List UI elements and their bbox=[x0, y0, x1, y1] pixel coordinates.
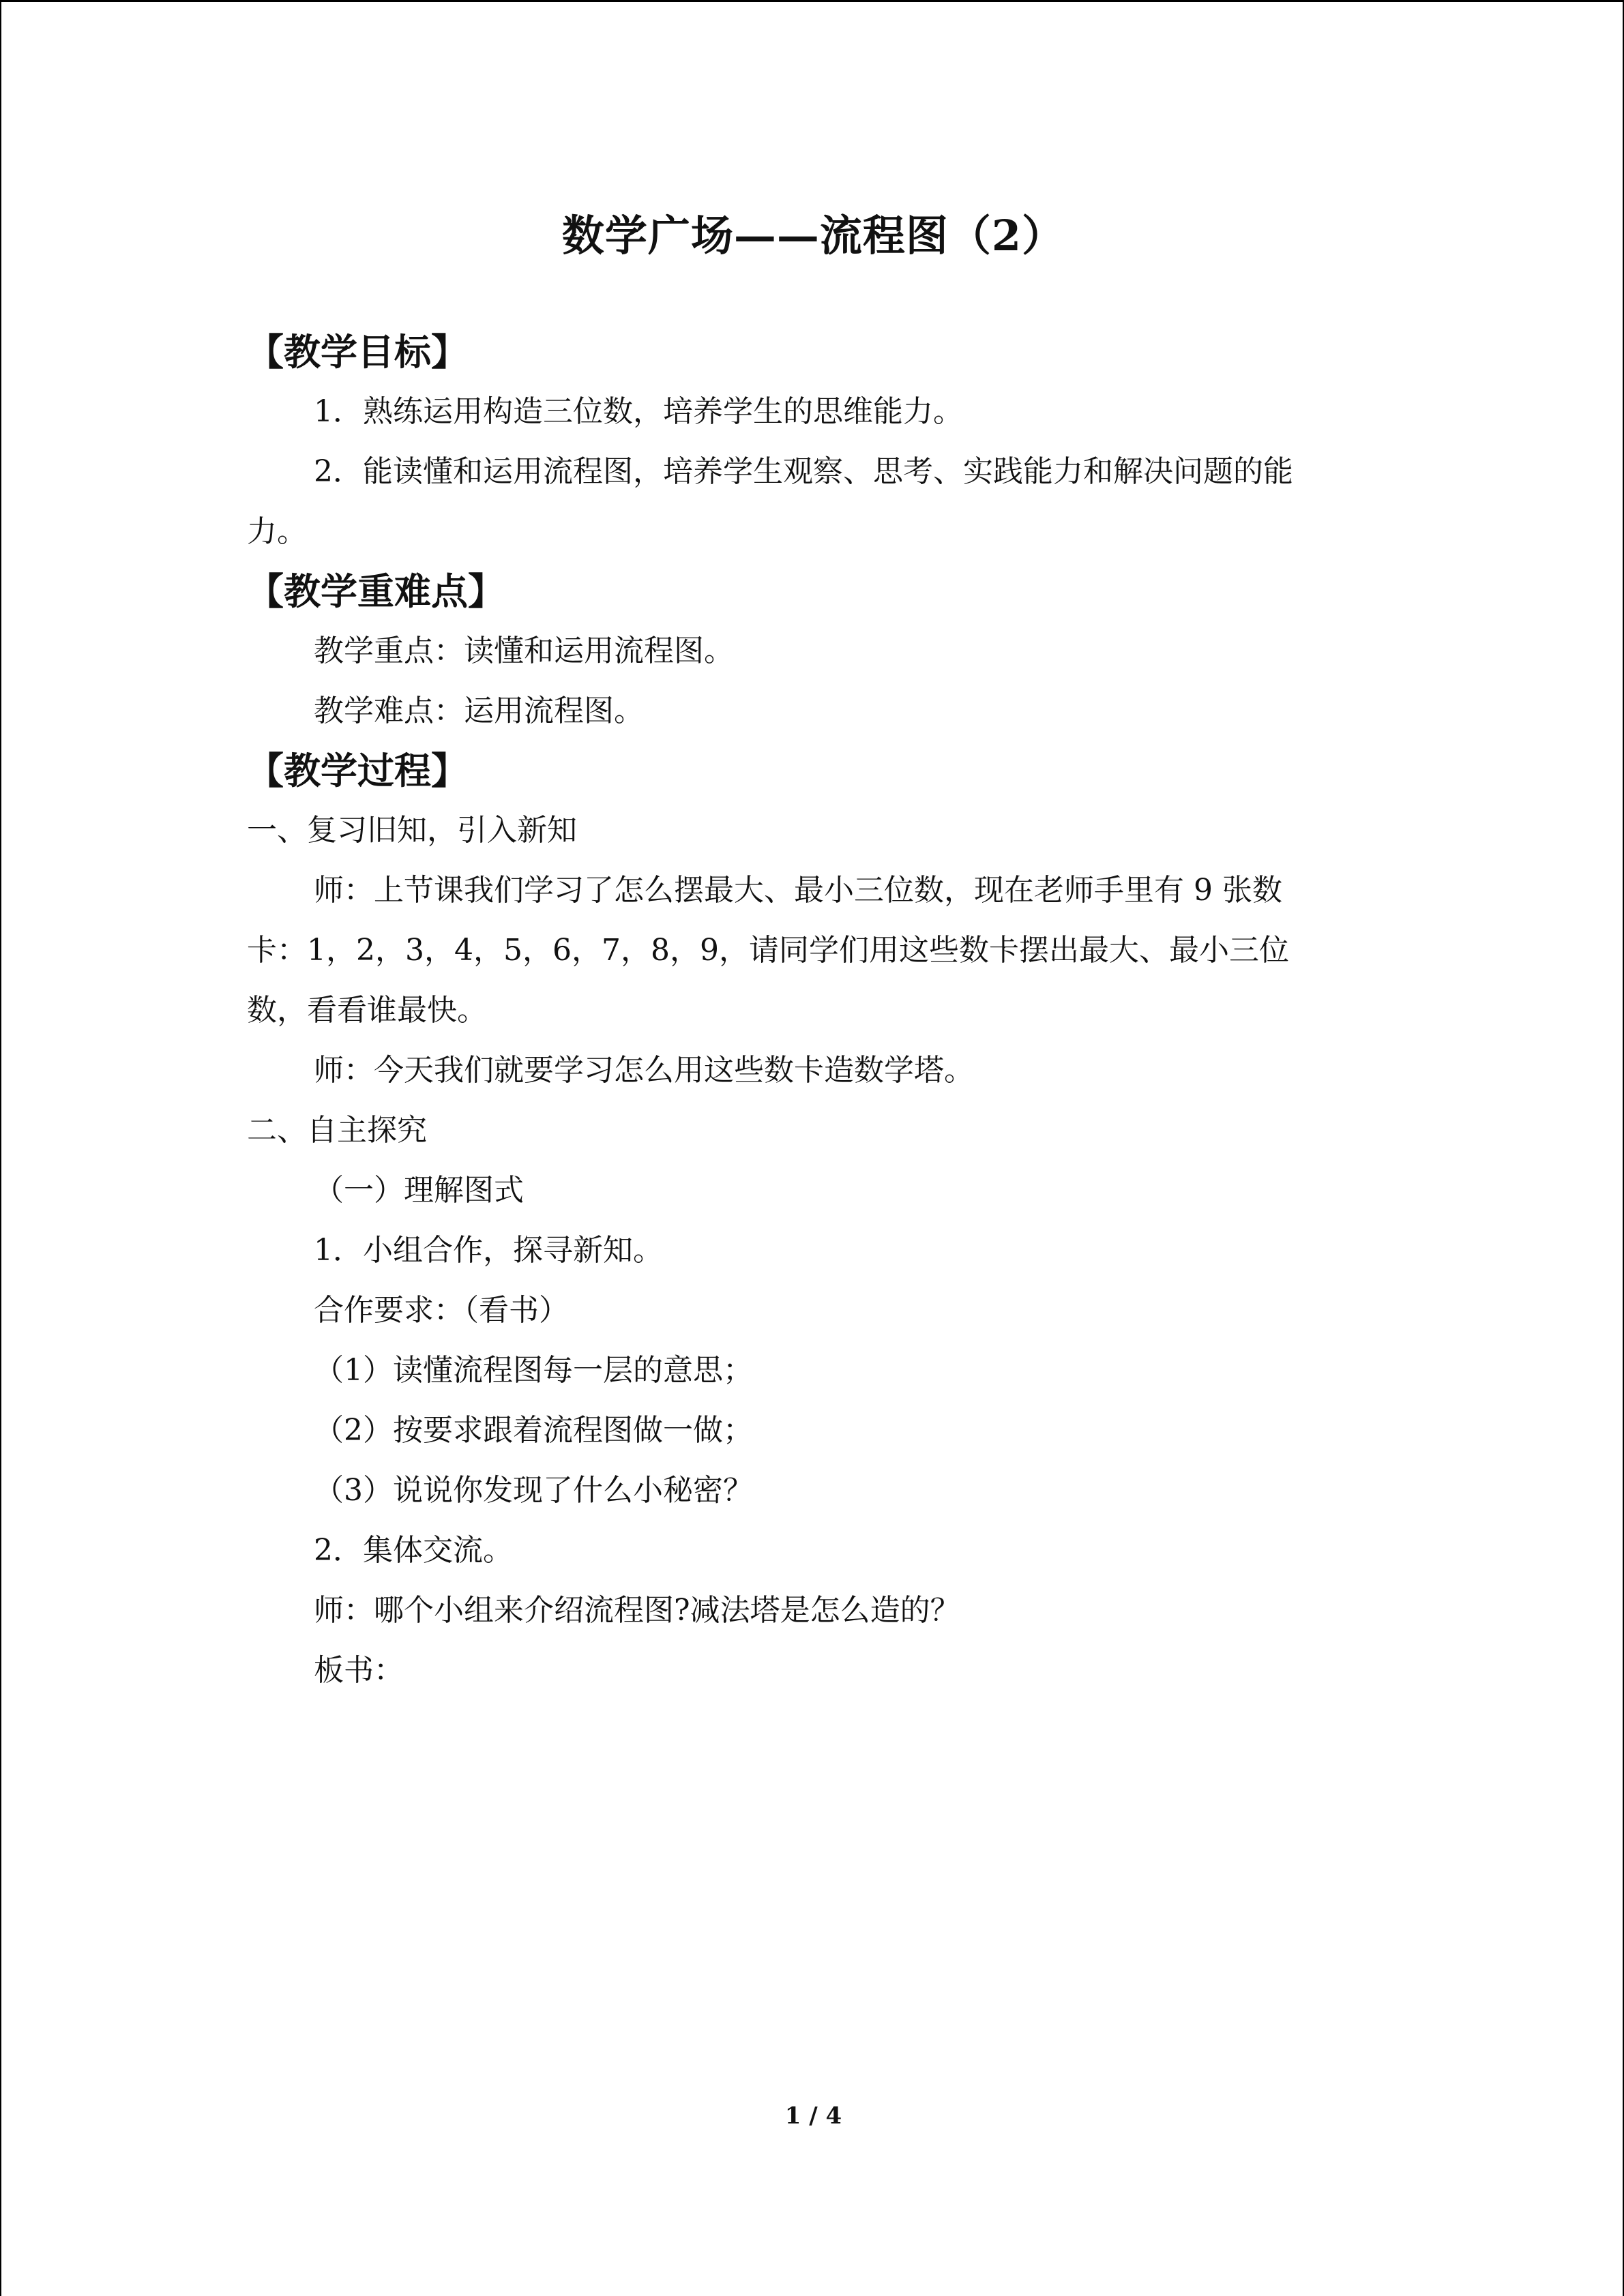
process-part1-line-3: 数，看看谁最快。 bbox=[247, 993, 487, 1028]
process-part1-line-2: 卡：1，2，3，4，5，6，7，8，9，请同学们用这些数卡摆出最大、最小三位 bbox=[247, 933, 1289, 968]
process-part1-title: 一、复习旧知，引入新知 bbox=[247, 813, 577, 848]
teaching-focus: 教学重点：读懂和运用流程图。 bbox=[314, 633, 734, 668]
requirement-item-1: （1）读懂流程图每一层的意思； bbox=[314, 1353, 753, 1388]
process-part1-line-1: 师：上节课我们学习了怎么摆最大、最小三位数，现在老师手里有 9 张数 bbox=[314, 873, 1282, 908]
teacher-question: 师：哪个小组来介绍流程图?减法塔是怎么造的？ bbox=[314, 1593, 960, 1628]
page-number: 1 / 4 bbox=[784, 2102, 842, 2130]
process-part1-teacher-2: 师：今天我们就要学习怎么用这些数卡造数学塔。 bbox=[314, 1053, 974, 1088]
board-writing-label: 板书： bbox=[314, 1653, 404, 1688]
document-title: 数学广场——流程图（2） bbox=[561, 211, 1065, 260]
process-step-1: 1．小组合作，探寻新知。 bbox=[314, 1233, 663, 1268]
teaching-difficulty: 教学难点：运用流程图。 bbox=[314, 694, 644, 728]
section-heading-process: 【教学过程】 bbox=[247, 749, 468, 792]
process-step-2: 2．集体交流。 bbox=[314, 1533, 513, 1568]
process-requirement: 合作要求：（看书） bbox=[314, 1293, 569, 1328]
objective-item-1: 1．熟练运用构造三位数，培养学生的思维能力。 bbox=[314, 394, 963, 429]
objective-item-2: 2．能读懂和运用流程图，培养学生观察、思考、实践能力和解决问题的能 bbox=[314, 454, 1293, 489]
process-part2-title: 二、自主探究 bbox=[247, 1113, 427, 1148]
process-sub1-title: （一）理解图式 bbox=[314, 1173, 524, 1208]
requirement-item-2: （2）按要求跟着流程图做一做； bbox=[314, 1413, 753, 1448]
section-heading-objectives: 【教学目标】 bbox=[247, 330, 468, 374]
objective-item-2-continued: 力。 bbox=[247, 514, 307, 549]
section-heading-key-points: 【教学重难点】 bbox=[247, 569, 505, 613]
document-body bbox=[247, 323, 1379, 1701]
requirement-item-3: （3）说说你发现了什么小秘密？ bbox=[314, 1473, 753, 1508]
